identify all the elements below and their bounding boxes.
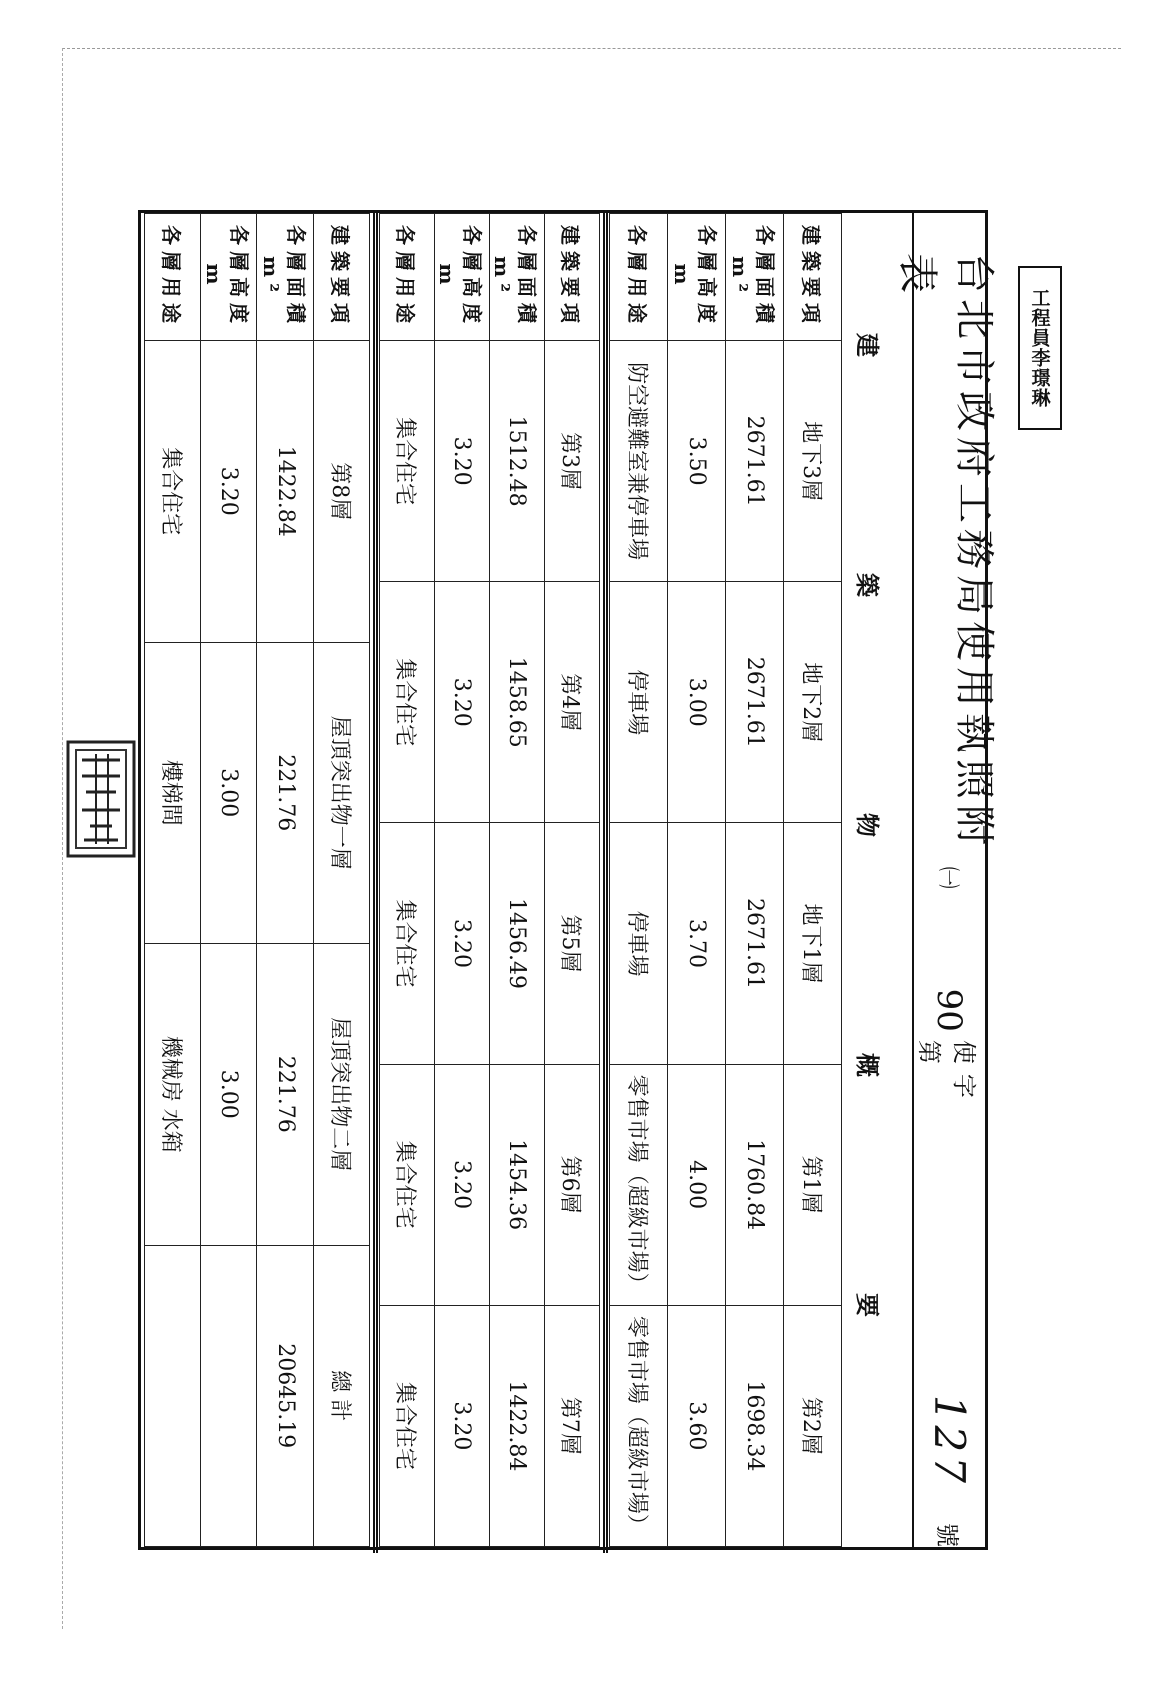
table-cell: 3.70 xyxy=(668,823,726,1064)
table-cell: 第3層 xyxy=(545,341,600,582)
table-cell: 1422.84 xyxy=(257,341,313,643)
side-label-3: 物 xyxy=(853,813,882,839)
table-cell: 集合住宅 xyxy=(380,1305,435,1546)
table-cell: 3.20 xyxy=(435,341,490,582)
table-cell: 1512.48 xyxy=(490,341,545,582)
table-cell: 機械房 水箱 xyxy=(145,944,201,1246)
table-cell: 3.50 xyxy=(668,341,726,582)
table-cell: 集合住宅 xyxy=(380,823,435,1064)
document-table-area xyxy=(138,210,998,1550)
table-cell xyxy=(145,1245,201,1547)
table-cell: 3.60 xyxy=(668,1305,726,1546)
table-cell: 第5層 xyxy=(545,823,600,1064)
table-cell: 樓梯間 xyxy=(145,642,201,944)
table-cell: 集合住宅 xyxy=(145,341,201,643)
header xyxy=(894,210,998,1550)
row-header-item: 建築要項 xyxy=(784,214,842,341)
side-label-2: 築 xyxy=(853,573,882,599)
table-cell: 3.20 xyxy=(201,341,257,643)
table-cell: 1760.84 xyxy=(726,1064,784,1305)
table-cell: 第2層 xyxy=(784,1305,842,1546)
building-summary-grid xyxy=(138,210,912,1550)
table-cell: 屋頂突出物二層 xyxy=(313,944,369,1246)
row-header-item: 建築要項 xyxy=(545,214,600,341)
table-cell: 第1層 xyxy=(784,1064,842,1305)
table-cell: 總 計 xyxy=(313,1245,369,1547)
section-divider xyxy=(373,213,378,1553)
table-cell: 4.00 xyxy=(668,1064,726,1305)
table-cell: 第6層 xyxy=(545,1064,600,1305)
table-cell: 2671.61 xyxy=(726,341,784,582)
table-cell: 3.20 xyxy=(435,823,490,1064)
table-cell: 1454.36 xyxy=(490,1064,545,1305)
table-cell: 3.00 xyxy=(201,944,257,1246)
table-cell: 221.76 xyxy=(257,944,313,1246)
table-cell: 20645.19 xyxy=(257,1245,313,1547)
table-cell: 停車場 xyxy=(610,823,668,1064)
side-label-4: 概 xyxy=(853,1053,882,1079)
table-cell: 地下2層 xyxy=(784,582,842,823)
row-header-height: 各層高度 m xyxy=(668,214,726,341)
section-table-1 xyxy=(609,213,842,1547)
page-title: 台北市政府工務局使用執照附表 xyxy=(894,253,998,851)
section-divider xyxy=(603,213,608,1553)
document-rotated xyxy=(138,210,998,1550)
seal-stamp-image xyxy=(66,740,136,858)
table-cell: 第4層 xyxy=(545,582,600,823)
row-header-area: 各層面積m² xyxy=(257,214,313,341)
section-table-3 xyxy=(144,213,370,1547)
row-header-item: 建築要項 xyxy=(313,214,369,341)
table-cell: 第7層 xyxy=(545,1305,600,1546)
table-cell: 1458.65 xyxy=(490,582,545,823)
side-label-1: 建 xyxy=(853,333,882,359)
table-cell: 3.20 xyxy=(435,1064,490,1305)
table-cell: 零售市場（超級市場） xyxy=(610,1064,668,1305)
section-table-2 xyxy=(379,213,600,1547)
side-label-row xyxy=(842,213,912,1553)
title-sub: ㈠ xyxy=(935,866,960,889)
inspector-stamp xyxy=(1018,266,1062,430)
table-cell: 集合住宅 xyxy=(380,1064,435,1305)
table-cell xyxy=(201,1245,257,1547)
row-header-use: 各層用途 xyxy=(380,214,435,341)
table-cell: 防空避難室兼停車場 xyxy=(610,341,668,582)
row-header-height: 各層高度 m xyxy=(435,214,490,341)
inspector-stamp-text: 工程員李璟琳 xyxy=(1028,288,1051,408)
table-cell: 零售市場（超級市場） xyxy=(610,1305,668,1546)
permit-suffix: 號 xyxy=(933,1523,961,1547)
table-cell: 第8層 xyxy=(313,341,369,643)
table-cell: 2671.61 xyxy=(726,582,784,823)
row-header-use: 各層用途 xyxy=(610,214,668,341)
side-label-5: 要 xyxy=(853,1293,882,1319)
row-header-height: 各層高度 m xyxy=(201,214,257,341)
table-cell: 地下3層 xyxy=(784,341,842,582)
permit-number: 127 xyxy=(925,1394,974,1487)
row-header-area: 各層面積m² xyxy=(490,214,545,341)
table-cell: 地下1層 xyxy=(784,823,842,1064)
table-cell: 3.00 xyxy=(668,582,726,823)
table-cell: 集合住宅 xyxy=(380,582,435,823)
row-header-use: 各層用途 xyxy=(145,214,201,341)
permit-year: 90 xyxy=(929,988,970,1032)
table-cell: 3.20 xyxy=(435,1305,490,1546)
table-cell: 221.76 xyxy=(257,642,313,944)
table-cell: 3.00 xyxy=(201,642,257,944)
table-cell: 1422.84 xyxy=(490,1305,545,1546)
permit-prefix: 使字第 xyxy=(915,1039,979,1108)
table-cell: 1698.34 xyxy=(726,1305,784,1546)
table-cell: 3.20 xyxy=(435,582,490,823)
table-cell: 停車場 xyxy=(610,582,668,823)
row-header-area: 各層面積m² xyxy=(726,214,784,341)
table-cell: 1456.49 xyxy=(490,823,545,1064)
table-cell: 2671.61 xyxy=(726,823,784,1064)
table-cell: 屋頂突出物一層 xyxy=(313,642,369,944)
table-cell: 集合住宅 xyxy=(380,341,435,582)
